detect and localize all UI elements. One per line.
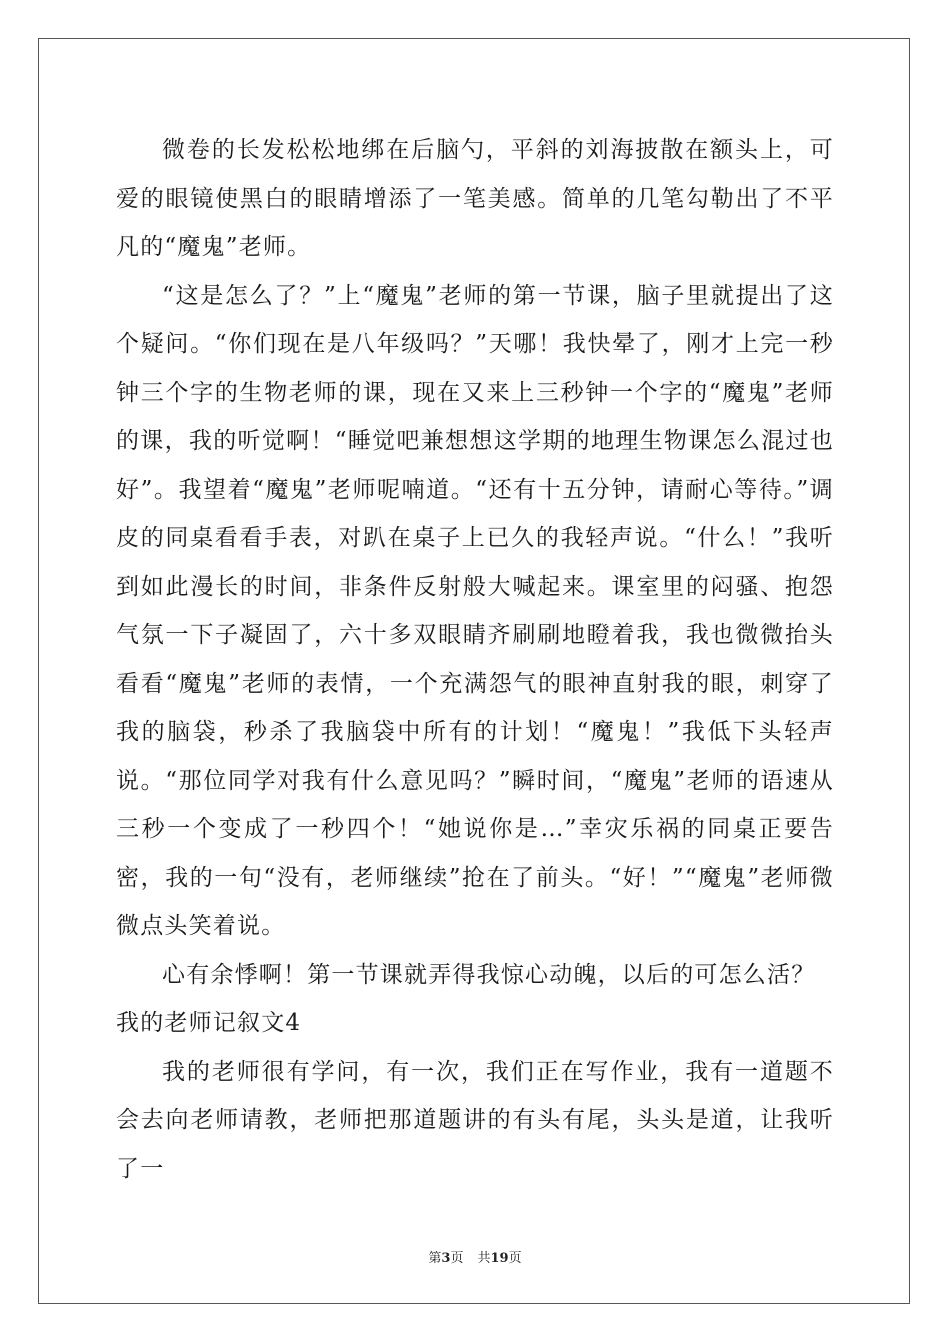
total-pages-number: 19 — [490, 1251, 509, 1266]
total-prefix: 共 — [477, 1251, 491, 1266]
document-body — [116, 126, 834, 1193]
paragraph-reflection: 心有余悸啊！第一节课就弄得我惊心动魄，以后的可怎么活？ — [162, 961, 816, 988]
paragraph-story: “这是怎么了？”上“魔鬼”老师的第一节课，脑子里就提出了这个疑问。“你们现在是八年级吗？”天哪！我快晕了，刚才上完一秒钟三个字的生物老师的课，现在又来上三秒钟一个字的“魔鬼”老师的课，我的听觉啊！“睡觉吧兼想想这学期的地理生物课怎么混过也好”。我望着“魔鬼”老师呢喃道。“还有十五分钟，请耐心等待。”调皮的同桌看看手表，对趴在桌子上已久的我轻声说。“什么！”我听到如此漫长的时间，非条件反射般大喊起来。课室里的闷骚、抱怨气氛一下子凝固了，六十多双眼睛齐刷刷地瞪着我，我也微微抬头看看“魔鬼”老师的表情，一个充满怨气的眼神直射我的眼，刺穿了我的脑袋，秒杀了我脑袋中所有的计划！“魔鬼！”我低下头轻声说。“那位同学对我有什么意见吗？”瞬时间，“魔鬼”老师的语速从三秒一个变成了一秒四个！“她说你是…”幸灾乐祸的同桌正要告密，我的一句“没有，老师继续”抢在了前头。“好！”“魔鬼”老师微微点头笑着说。 — [116, 282, 834, 939]
section-title: 我的老师记叙文4 — [116, 1010, 302, 1036]
paragraph-description: 微卷的长发松松地绑在后脑勺，平斜的刘海披散在额头上，可爱的眼镜使黑白的眼睛增添了一笔美感。简单的几笔勾勒出了不平凡的“魔鬼”老师。 — [116, 137, 834, 260]
current-page-number: 3 — [441, 1251, 451, 1266]
total-suffix: 页 — [508, 1251, 522, 1266]
paragraph-section-start: 我的老师很有学问，有一次，我们正在写作业，我有一道题不会去向老师请教，老师把那道题讲的有头有尾，头头是道，让我听了一 — [116, 1058, 834, 1182]
page-suffix: 页 — [450, 1251, 464, 1266]
page-prefix: 第 — [428, 1251, 442, 1266]
page-footer — [0, 1247, 950, 1266]
